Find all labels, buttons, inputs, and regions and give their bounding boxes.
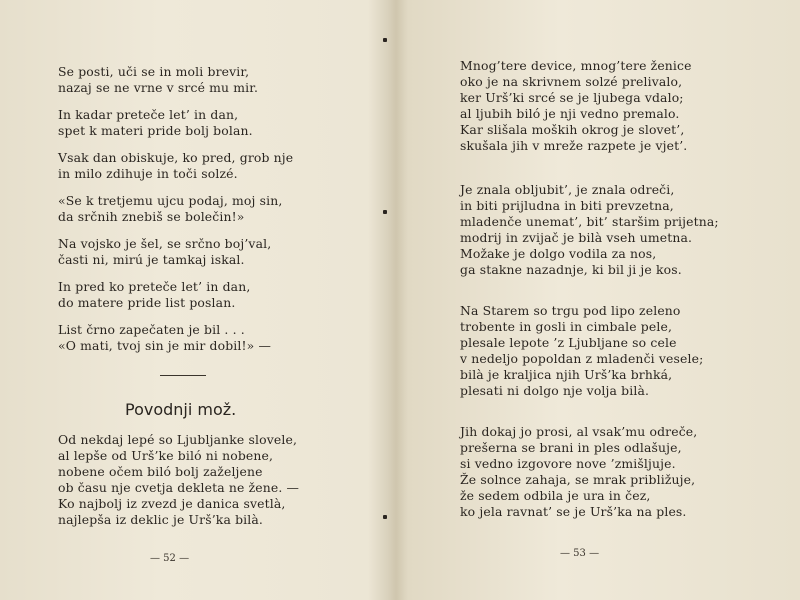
verse-line: mladenče unemat’, bit’ staršim prijetna; [460,214,719,229]
stanza [58,193,282,225]
verse-line: nazaj se ne vrne v srcé mu mir. [58,80,259,95]
verse-line: Že solnce zahaja, se mrak približuje, [460,472,696,487]
verse-line: prešerna se brani in ples odlašuje, [460,440,682,455]
verse-line: Na vojsko je šel, se srčno boj’val, [58,236,272,251]
verse-line: da srčnih znebiš se bolečin!» [58,209,245,224]
verse-line: modrij in zvijač je bilà vseh umetna. [460,230,693,245]
page-number: — 53 — [560,548,600,559]
verse-line: do matere pride list poslan. [58,295,236,310]
verse-line: že sedem odbila je ura in čez, [460,488,651,503]
verse-line: «Se k tretjemu ujcu podaj, moj sin, [58,193,283,208]
verse-line: ga stakne nazadnje, ki bil ji je kos. [460,262,682,277]
verse-line: si vedno izgovore nove ’zmišljuje. [460,456,676,471]
stanza [58,279,250,311]
stanza [58,64,258,96]
verse-line: časti ni, mirú je tamkaj iskal. [58,252,245,267]
spine-binding-mark [383,210,387,214]
stanza [58,322,271,354]
verse-line: v nedeljo popoldan z mladenči vesele; [460,351,704,366]
verse-line: najlepša iz deklic je Urš’ka bilà. [58,512,264,527]
verse-line: In pred ko preteče let’ in dan, [58,279,251,294]
stanza [58,432,299,528]
verse-line: Se posti, uči se in moli brevir, [58,64,250,79]
stanza [460,303,703,399]
stanza [58,236,271,268]
spine-binding-mark [383,515,387,519]
verse-line: Ko najbolj iz zvezd je danica svetlà, [58,496,286,511]
verse-line: plesati ni dolgo nje volja bilà. [460,383,650,398]
verse-line: skušala jih v mreže razpete je vjet’. [460,138,688,153]
verse-line: nobene očem biló bolj zaželjene [58,464,263,479]
spine-binding-mark [383,38,387,42]
verse-line: in milo zdihuje in toči solzé. [58,166,238,181]
stanza [58,107,253,139]
verse-line: In kadar preteče let’ in dan, [58,107,239,122]
verse-line: Od nekdaj lepé so Ljubljanke slovele, [58,432,298,447]
verse-line: ob času nje cvetja dekleta ne žene. — [58,480,300,495]
verse-line: bilà je kraljica njih Urš’ka brhká, [460,367,673,382]
stanza [460,424,697,520]
verse-line: ko jela ravnat’ se je Urš’ka na ples. [460,504,687,519]
stanza [460,182,719,278]
verse-line: Mnog’tere device, mnog’tere ženice [460,58,692,73]
verse-line: al lepše od Urš’ke biló ni nobene, [58,448,274,463]
verse-line: Na Starem so trgu pod lipo zeleno [460,303,681,318]
verse-line: Kar slišala moških okrog je slovet’, [460,122,685,137]
verse-line: ker Urš’ki srcé se je ljubega vdalo; [460,90,684,105]
verse-line: spet k materi pride bolj bolan. [58,123,253,138]
verse-line: plesale lepote ’z Ljubljane so cele [460,335,677,350]
verse-line: List črno zapečaten je bil . . . [58,322,245,337]
verse-line: oko je na skrivnem solzé prelivalo, [460,74,683,89]
verse-line: Možake je dolgo vodila za nos, [460,246,657,261]
verse-line: Je znala obljubit’, je znala odreči, [460,182,675,197]
verse-line: Jih dokaj jo prosi, al vsak’mu odreče, [460,424,698,439]
left-page [0,0,385,600]
verse-line: in biti prijludna in biti prevzetna, [460,198,674,213]
poem-title: Povodnji mož. [125,400,237,419]
section-divider [160,375,206,376]
stanza [58,150,293,182]
verse-line: «O mati, tvoj sin je mir dobil!» — [58,338,272,353]
verse-line: Vsak dan obiskuje, ko pred, grob nje [58,150,294,165]
stanza [460,58,692,154]
verse-line: trobente in gosli in cimbale pele, [460,319,673,334]
right-page [405,0,800,600]
verse-line: al ljubih biló je nji vedno premalo. [460,106,680,121]
page-number: — 52 — [150,553,190,564]
